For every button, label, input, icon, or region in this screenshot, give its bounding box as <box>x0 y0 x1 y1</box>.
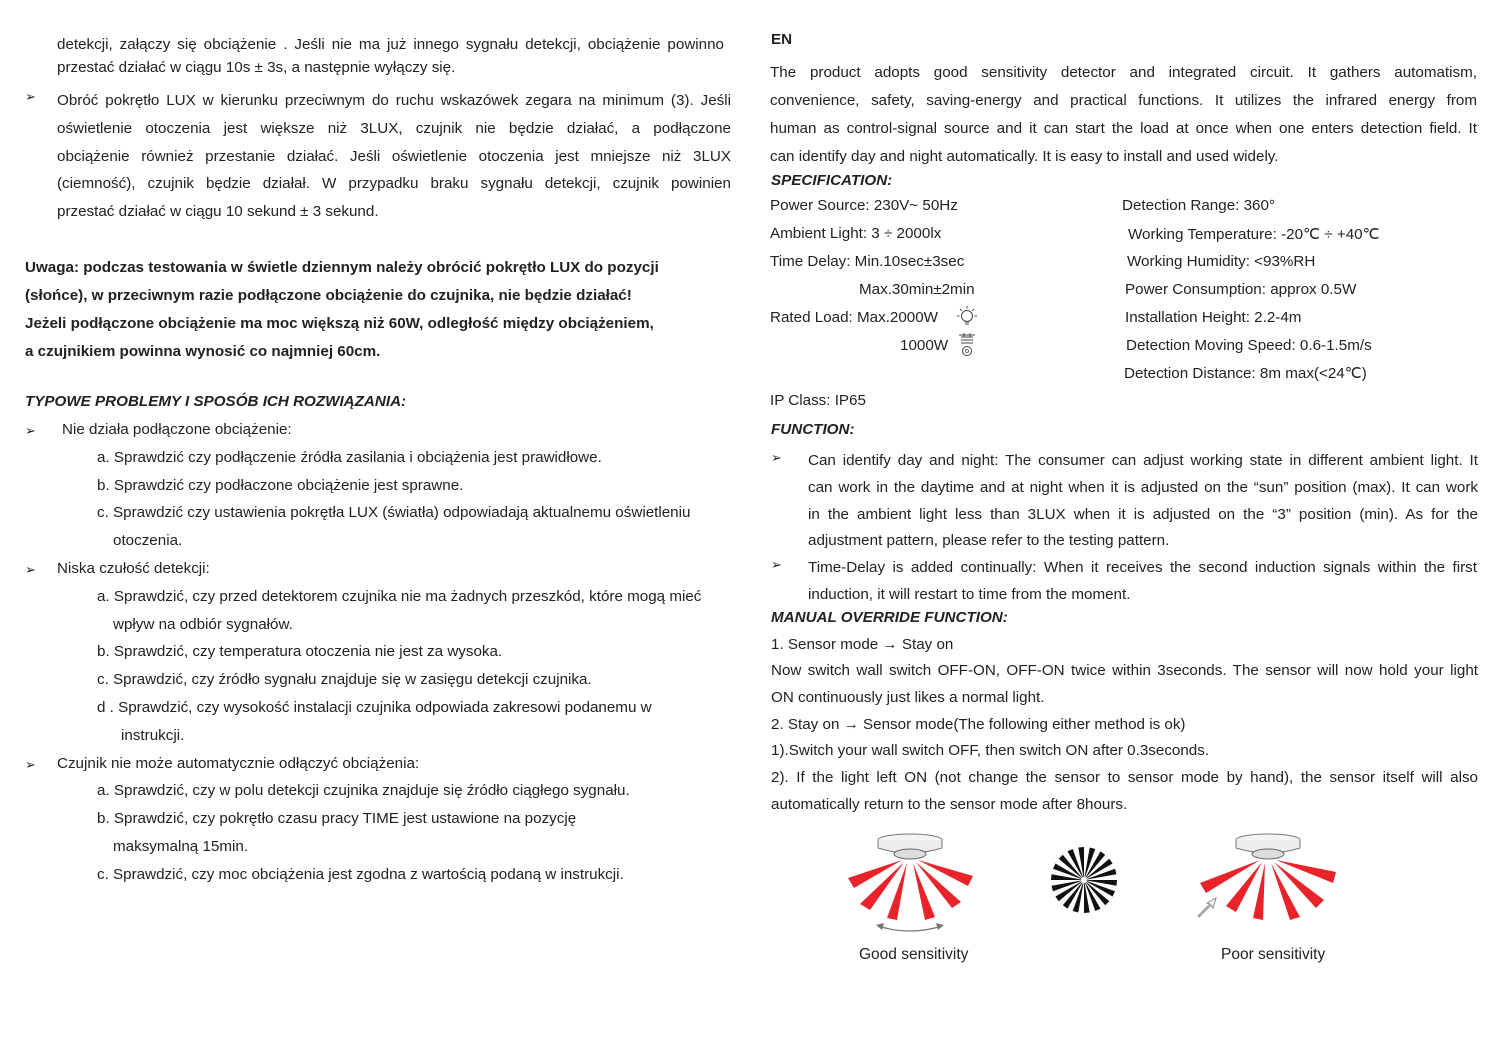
pl-warning-line: Uwaga: podczas testowania w świetle dziennym należy obrócić pokrętło LUX do pozycji <box>25 259 659 276</box>
en-function-1 <box>808 448 1478 555</box>
spec-temperature: Working Temperature: -20℃ ÷ +40℃ <box>1128 226 1380 243</box>
spec-load-2: 1000W <box>900 337 949 354</box>
bulb-icon <box>955 305 979 329</box>
override-4: 2. Stay on → Sensor mode(The following either method is ok) <box>771 716 1186 733</box>
pl-problem-3-b-cont: maksymalną 15min. <box>113 838 249 855</box>
spec-power: Power Source: 230V~ 50Hz <box>770 197 958 214</box>
pl-problem-3-heading: Czujnik nie może automatycznie odłączyć obciążenia: <box>57 755 420 772</box>
pl-problem-3-a: a. Sprawdzić, czy w polu detekcji czujnika znajduje się źródło ciągłego sygnału. <box>97 782 630 799</box>
pl-lux-line: Obróć pokrętło LUX w kierunku przeciwnym do ruchu wskazówek zegara na minimum (3). Jeśli <box>57 92 731 109</box>
poor-sensitivity-label: Poor sensitivity <box>1221 946 1326 963</box>
pl-problem-1-a: a. Sprawdzić czy podłączenie źródła zasilania i obciążenia jest prawidłowe. <box>97 449 602 466</box>
en-function-1-line: adjustment pattern, please refer to the testing pattern. <box>808 532 1170 550</box>
bullet-icon: ➢ <box>25 757 36 772</box>
en-function-2-line: Time-Delay is added continually: When it receives the second induction signals within the first <box>808 559 1477 576</box>
en-function-1-line: Can identify day and night: The consumer can adjust working state in different ambient light. It <box>808 452 1478 469</box>
spec-consumption: Power Consumption: approx 0.5W <box>1125 281 1357 298</box>
en-function-title: FUNCTION: <box>771 421 855 438</box>
pl-problem-3-b: b. Sprawdzić, czy pokrętło czasu pracy TIME jest ustawione na pozycję <box>97 810 577 827</box>
pl-warning-line: Jeżeli podłączone obciążenie ma moc większą niż 60W, odległość między obciążeniem, <box>25 315 654 332</box>
pl-lux-line: obciążenie również przestanie działać. Jeśli oświetlenie otoczenia jest mniejsze niż 3LUX <box>57 147 731 165</box>
spec-height: Installation Height: 2.2-4m <box>1125 309 1302 326</box>
pl-problem-3-c: c. Sprawdzić, czy moc obciążenia jest zgodna z wartością podaną w instrukcji. <box>97 866 624 883</box>
pl-intro-line: detekcji, załączy się obciążenie . Jeśli nie ma już innego sygnału detekcji, obciążenie powinno <box>57 36 724 53</box>
pl-problem-2-c: c. Sprawdzić, czy źródło sygnału znajduje się w zasięgu detekcji czujnika. <box>97 671 592 688</box>
en-intro-line: human as control-signal source and it can start the load at once when one enters detection field. It <box>770 120 1477 137</box>
pl-problem-2-b: b. Sprawdzić, czy temperatura otoczenia nie jest za wysoka. <box>97 643 503 660</box>
pl-lux-paragraph <box>57 87 731 226</box>
en-function-2-line: induction, it will restart to time from the moment. <box>808 585 1131 603</box>
en-intro-line: The product adopts good sensitivity detector and integrated circuit. It gathers automatism, <box>770 64 1477 81</box>
good-sensitivity-label: Good sensitivity <box>859 946 969 963</box>
pl-lux-line: oświetlenie otoczenia jest większe niż 3LUX, czujnik nie będzie działać, a podłączone <box>57 119 731 137</box>
en-intro-line: can identify day and night automatically. It is easy to install and used widely. <box>770 148 1279 165</box>
pl-problem-2-d: d . Sprawdzić, czy wysokość instalacji czujnika odpowiada zakresowi podanemu w <box>97 699 652 716</box>
en-language-label: EN <box>771 31 793 48</box>
pl-problem-2-d-cont: instrukcji. <box>121 727 185 744</box>
pl-problem-2-a-cont: wpływ na odbiór sygnałów. <box>113 616 293 633</box>
pl-problem-1-c-cont: otoczenia. <box>113 532 183 549</box>
sensor-poor-icon <box>1188 828 1338 943</box>
override-7: automatically return to the sensor mode after 8hours. <box>771 796 1128 813</box>
sensor-good-icon <box>840 828 985 943</box>
pl-problem-1-b: b. Sprawdzić czy podłaczone obciążenie jest sprawne. <box>97 477 464 494</box>
pl-problem-2-heading: Niska czułość detekcji: <box>57 560 210 577</box>
tube-light-icon <box>957 332 977 358</box>
spec-speed: Detection Moving Speed: 0.6-1.5m/s <box>1126 337 1372 354</box>
pl-intro <box>57 31 724 59</box>
bullet-icon: ➢ <box>771 450 782 465</box>
spec-ip: IP Class: IP65 <box>770 392 866 409</box>
en-intro <box>770 59 1477 171</box>
spec-load: Rated Load: Max.2000W <box>770 309 939 326</box>
en-spec-title: SPECIFICATION: <box>771 172 893 189</box>
override-6: 2). If the light left ON (not change the sensor to sensor mode by hand), the sensor itself will also <box>771 769 1478 786</box>
pl-problems-title: TYPOWE PROBLEMY I SPOSÓB ICH ROZWIĄZANIA: <box>25 393 407 410</box>
en-intro-line: convenience, safety, saving-energy and practical functions. It utilizes the infrared energy from <box>770 92 1477 109</box>
pl-intro-line: przestać działać w ciągu 10s ± 3s, a następnie wyłączy się. <box>57 59 456 76</box>
spec-delay-max: Max.30min±2min <box>859 281 975 298</box>
override-3: ON continuously just likes a normal light. <box>771 689 1045 706</box>
bullet-icon: ➢ <box>25 423 36 438</box>
en-override-title: MANUAL OVERRIDE FUNCTION: <box>771 609 1008 626</box>
detection-pattern-icon <box>1050 846 1118 914</box>
pl-warning-line: a czujnikiem powinna wynosić co najmniej 60cm. <box>25 343 381 360</box>
spec-delay: Time Delay: Min.10sec±3sec <box>770 253 965 270</box>
pl-warning-line: (słońce), w przeciwnym razie podłączone obciążenie do czujnika, nie będzie działać! <box>25 287 632 304</box>
pl-problem-2-a: a. Sprawdzić, czy przed detektorem czujnika nie ma żadnych przeszkód, które mogą mieć <box>97 588 702 605</box>
override-5: 1).Switch your wall switch OFF, then switch ON after 0.3seconds. <box>771 742 1210 759</box>
bullet-icon: ➢ <box>25 89 36 104</box>
spec-range: Detection Range: 360° <box>1122 197 1275 214</box>
pl-lux-line: (ciemność), czujnik będzie działał. W przypadku braku sygnału detekcji, czujnik powinien <box>57 175 731 193</box>
spec-ambient: Ambient Light: 3 ÷ 2000lx <box>770 225 942 242</box>
override-1: 1. Sensor mode → Stay on <box>771 636 954 653</box>
pl-problem-1-heading: Nie działa podłączone obciążenie: <box>62 421 292 438</box>
en-function-2 <box>808 555 1477 609</box>
en-function-1-line: in the ambient light less than 3LUX when it is adjusted on the “3” position (min). As for the <box>808 505 1478 523</box>
spec-humidity: Working Humidity: <93%RH <box>1127 253 1316 270</box>
spec-distance: Detection Distance: 8m max(<24℃) <box>1124 365 1367 382</box>
bullet-icon: ➢ <box>25 562 36 577</box>
bullet-icon: ➢ <box>771 557 782 572</box>
override-2: Now switch wall switch OFF-ON, OFF-ON twice within 3seconds. The sensor will now hold your light <box>771 662 1478 679</box>
pl-lux-line: przestać działać w ciągu 10 sekund ± 3 sekund. <box>57 203 379 221</box>
pl-warning <box>25 254 659 366</box>
en-function-1-line: can work in the daytime and at night when it is adjusted on the “sun” position (max). It can work <box>808 478 1478 496</box>
pl-problem-1-c: c. Sprawdzić czy ustawienia pokrętła LUX (światła) odpowiadają aktualnemu oświetleniu <box>97 504 691 521</box>
